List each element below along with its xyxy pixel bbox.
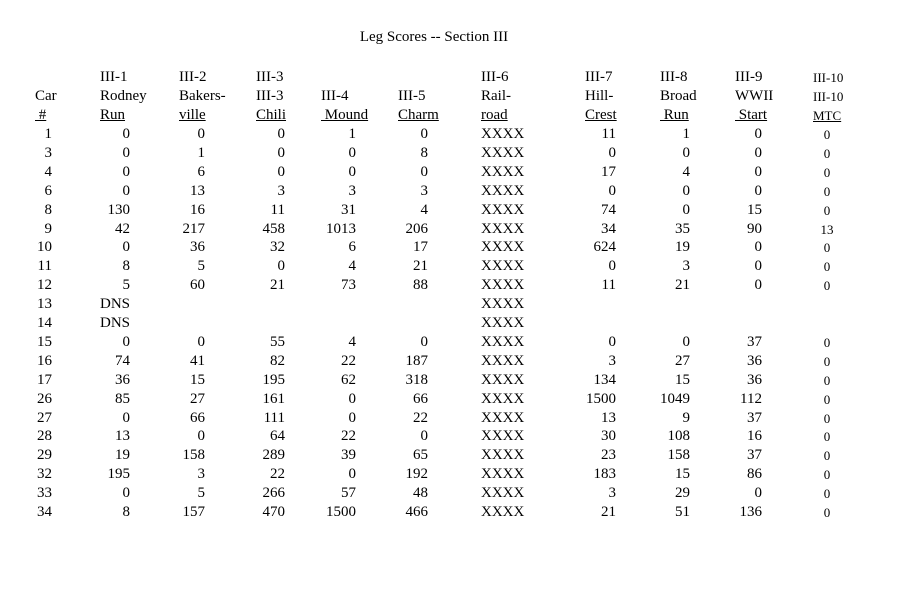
score-cell: 13 [115, 428, 130, 445]
score-cell: XXXX [481, 352, 525, 369]
score-cell: XXXX [481, 333, 525, 350]
score-cell: 0 [122, 163, 130, 180]
score-cell: 0 [348, 390, 356, 407]
header-cell: Run [100, 107, 126, 123]
car-number-cell: 11 [37, 258, 52, 275]
score-cell: 0 [348, 466, 356, 483]
score-cell: 0 [754, 277, 762, 294]
header-cell: Chili [256, 107, 287, 123]
header-cell: III-3 [256, 69, 284, 85]
score-cell: 15 [190, 371, 205, 388]
table-row [0, 503, 900, 522]
score-cell: 0 [348, 409, 356, 426]
score-cell: 0 [754, 258, 762, 275]
score-cell: 0 [823, 183, 831, 199]
car-number-cell: 10 [37, 239, 52, 256]
score-cell: 161 [262, 390, 285, 407]
header-cell: Hill- [585, 88, 614, 104]
score-cell: XXXX [481, 466, 525, 483]
score-cell: 36 [115, 371, 130, 388]
score-cell: 88 [413, 277, 428, 294]
score-cell: 0 [754, 126, 762, 142]
score-cell: 36 [190, 239, 205, 256]
score-cell: 0 [754, 182, 762, 199]
score-cell: DNS [99, 296, 130, 313]
header-cell: MTC [813, 108, 842, 123]
header-cell: Rodney [100, 88, 147, 104]
score-cell: 0 [122, 409, 130, 426]
score-cell: 0 [122, 126, 130, 142]
header-cell: Broad [660, 88, 697, 104]
score-cell: 0 [823, 259, 831, 275]
score-cell: 0 [277, 163, 285, 180]
score-cell: 3 [682, 258, 690, 275]
score-cell: 0 [122, 239, 130, 256]
score-cell: XXXX [481, 258, 525, 275]
table-row [0, 276, 900, 295]
score-cell: 0 [420, 333, 428, 350]
table-row [0, 220, 900, 239]
score-cell: 0 [420, 163, 428, 180]
score-cell: 0 [122, 333, 130, 350]
score-cell: 3 [608, 352, 616, 369]
score-cell: 5 [197, 258, 205, 275]
score-cell: 64 [270, 428, 285, 445]
score-cell: 0 [823, 353, 831, 369]
score-cell: 8 [122, 258, 130, 275]
score-cell: 36 [747, 371, 762, 388]
score-cell: 85 [115, 390, 130, 407]
score-cell: 157 [182, 504, 205, 520]
score-cell: 11 [270, 201, 285, 218]
score-cell: 21 [601, 504, 616, 520]
score-cell: 15 [675, 466, 690, 483]
score-cell: 74 [601, 201, 616, 218]
score-cell: 0 [754, 239, 762, 256]
score-cell: 0 [754, 144, 762, 161]
car-number-cell: 14 [37, 315, 52, 331]
score-cell: 0 [823, 391, 831, 407]
header-cell: # [35, 107, 47, 123]
score-cell: 35 [675, 220, 690, 237]
score-cell: 57 [341, 485, 356, 502]
score-cell: 51 [675, 504, 690, 520]
score-cell: 17 [413, 239, 428, 256]
car-number-cell: 17 [37, 371, 52, 388]
score-cell: 0 [823, 410, 831, 426]
score-cell: 470 [262, 504, 285, 520]
table-row [0, 465, 900, 484]
table-row [0, 125, 900, 144]
header-cell: Car [35, 88, 57, 104]
score-cell: 22 [341, 352, 356, 369]
score-cell: 0 [823, 127, 831, 142]
score-cell: 15 [747, 201, 762, 218]
score-cell: 0 [682, 144, 690, 161]
header-cell: III-9 [735, 69, 763, 85]
score-cell: 0 [823, 429, 831, 445]
score-cell: 13 [820, 221, 834, 237]
score-cell: 0 [823, 334, 831, 350]
car-number-cell: 13 [37, 296, 52, 313]
car-number-cell: 4 [44, 163, 52, 180]
score-cell: 27 [675, 352, 690, 369]
score-cell: 42 [115, 220, 130, 237]
score-cell: 130 [107, 201, 130, 218]
score-cell: 195 [107, 466, 130, 483]
score-cell: 0 [608, 333, 616, 350]
score-cell: 86 [747, 466, 762, 483]
score-cell: 37 [747, 409, 762, 426]
score-cell: 37 [747, 333, 762, 350]
score-cell: 0 [122, 485, 130, 502]
score-cell: 66 [190, 409, 205, 426]
score-cell: 16 [747, 428, 762, 445]
score-cell: XXXX [481, 220, 525, 237]
score-cell: 0 [197, 126, 205, 142]
score-cell: 73 [341, 277, 356, 294]
score-cell: 6 [197, 163, 205, 180]
score-cell: 19 [115, 447, 130, 464]
score-cell: 187 [405, 352, 428, 369]
score-cell: 112 [740, 390, 762, 407]
score-cell: 74 [115, 352, 130, 369]
score-cell: 8 [420, 144, 428, 161]
score-cell: 9 [682, 409, 690, 426]
score-cell: 183 [593, 466, 616, 483]
header-line-3 [0, 106, 900, 125]
table-row [0, 409, 900, 428]
score-cell: 29 [675, 485, 690, 502]
score-cell: 1049 [660, 390, 690, 407]
score-cell: 0 [823, 372, 831, 388]
car-number-cell: 6 [44, 182, 52, 199]
header-cell: III-3 [256, 88, 284, 104]
table-row [0, 352, 900, 371]
score-cell: 8 [122, 504, 130, 520]
score-cell: 82 [270, 352, 285, 369]
score-cell: 1 [197, 144, 205, 161]
car-number-cell: 29 [37, 447, 52, 464]
score-cell: 318 [405, 371, 428, 388]
score-cell: 32 [270, 239, 285, 256]
header-cell: Bakers- [179, 88, 226, 104]
table-row [0, 201, 900, 220]
car-number-cell: 3 [44, 144, 52, 161]
car-number-cell: 33 [37, 485, 52, 502]
score-cell: 0 [348, 144, 356, 161]
table-row [0, 484, 900, 503]
header-cell: III-7 [585, 69, 613, 85]
score-cell: 55 [270, 333, 285, 350]
table-row [0, 144, 900, 163]
header-cell: road [481, 107, 508, 123]
score-cell: 62 [341, 371, 356, 388]
score-cell: 1500 [326, 504, 356, 520]
score-cell: 0 [122, 182, 130, 199]
score-cell: 1 [682, 126, 690, 142]
score-cell: 0 [608, 144, 616, 161]
score-cell: 0 [754, 163, 762, 180]
score-cell: 289 [262, 447, 285, 464]
header-cell: Mound [321, 107, 369, 123]
header-cell: III-6 [481, 69, 509, 85]
score-cell: 5 [197, 485, 205, 502]
header-cell: III-5 [398, 88, 426, 104]
table-row [0, 446, 900, 465]
header-line-1 [0, 68, 900, 87]
score-cell: 0 [682, 201, 690, 218]
header-cell: III-2 [179, 69, 207, 85]
header-cell: Rail- [481, 88, 511, 104]
score-cell: 206 [405, 220, 428, 237]
score-cell: 0 [823, 505, 831, 520]
score-cell: 16 [190, 201, 205, 218]
score-cell: XXXX [481, 428, 525, 445]
score-cell: XXXX [481, 447, 525, 464]
score-cell: 90 [747, 220, 762, 237]
score-cell: 0 [608, 258, 616, 275]
header-cell: III-8 [660, 69, 688, 85]
car-number-cell: 34 [37, 504, 52, 520]
score-cell: 30 [601, 428, 616, 445]
score-cell: 37 [747, 447, 762, 464]
score-cell: 19 [675, 239, 690, 256]
score-cell: XXXX [481, 485, 525, 502]
score-cell: 22 [413, 409, 428, 426]
score-cell: 0 [420, 428, 428, 445]
score-cell: 0 [420, 126, 428, 142]
score-cell: 3 [277, 182, 285, 199]
score-cell: 0 [754, 485, 762, 502]
car-number-cell: 27 [37, 409, 52, 426]
table-row [0, 427, 900, 446]
score-cell: 0 [277, 144, 285, 161]
score-cell: 17 [601, 163, 616, 180]
score-cell: 5 [122, 277, 130, 294]
score-cell: 458 [262, 220, 285, 237]
score-cell: 4 [348, 333, 356, 350]
score-cell: 192 [405, 466, 428, 483]
score-cell: 158 [667, 447, 690, 464]
score-cell: 0 [122, 144, 130, 161]
table-row [0, 371, 900, 390]
score-cell: 66 [413, 390, 428, 407]
header-cell: WWII [735, 88, 774, 104]
score-cell: 3 [420, 182, 428, 199]
score-cell: 0 [823, 202, 831, 218]
score-cell: 136 [739, 504, 762, 520]
header-cell: Crest [585, 107, 617, 123]
score-cell: 3 [348, 182, 356, 199]
table-row [0, 333, 900, 352]
score-cell: XXXX [481, 371, 525, 388]
table-row [0, 163, 900, 182]
score-cell: 108 [667, 428, 690, 445]
score-cell: 60 [190, 277, 205, 294]
score-cell: 13 [601, 409, 616, 426]
score-cell: XXXX [481, 315, 525, 331]
score-cell: DNS [99, 315, 130, 331]
score-cell: 0 [823, 278, 831, 294]
score-cell: 21 [270, 277, 285, 294]
score-cell: XXXX [481, 296, 525, 313]
header-cell: Run [660, 107, 689, 123]
score-cell: 15 [675, 371, 690, 388]
score-cell: 0 [608, 182, 616, 199]
score-cell: 11 [601, 277, 616, 294]
table-row [0, 257, 900, 276]
score-cell: 48 [413, 485, 428, 502]
score-cell: 4 [682, 163, 690, 180]
score-cell: 39 [341, 447, 356, 464]
score-cell: 0 [197, 333, 205, 350]
score-cell: XXXX [481, 182, 525, 199]
score-cell: XXXX [481, 163, 525, 180]
score-cell: 1013 [326, 220, 356, 237]
score-cell: XXXX [481, 201, 525, 218]
header-cell: III-4 [321, 88, 349, 104]
table-row [0, 238, 900, 257]
score-cell: 0 [823, 145, 831, 161]
header-cell: III-10 [813, 89, 844, 104]
score-cell: 1500 [586, 390, 616, 407]
page-title: Leg Scores -- Section III [359, 29, 509, 45]
car-number-cell: 12 [37, 277, 52, 294]
score-cell: 22 [341, 428, 356, 445]
score-cell: 6 [348, 239, 356, 256]
score-cell: XXXX [481, 144, 525, 161]
table-row [0, 390, 900, 409]
car-number-cell: 9 [44, 220, 52, 237]
score-cell: 466 [405, 504, 428, 520]
car-number-cell: 1 [44, 126, 52, 142]
score-cell: XXXX [481, 126, 525, 142]
score-cell: 624 [593, 239, 616, 256]
score-cell: 41 [190, 352, 205, 369]
score-cell: 21 [413, 258, 428, 275]
score-cell: 0 [348, 163, 356, 180]
car-number-cell: 16 [37, 352, 52, 369]
score-cell: 0 [823, 467, 831, 483]
car-number-cell: 28 [37, 428, 52, 445]
header-cell: ville [179, 107, 206, 123]
score-cell: XXXX [481, 390, 525, 407]
score-cell: 0 [823, 448, 831, 464]
score-cell: 217 [182, 220, 205, 237]
score-cell: XXXX [481, 504, 525, 520]
car-number-cell: 15 [37, 333, 52, 350]
score-cell: 21 [675, 277, 690, 294]
car-number-cell: 26 [37, 390, 52, 407]
score-cell: 0 [277, 126, 285, 142]
score-cell: 0 [682, 333, 690, 350]
header-cell: Start [735, 107, 768, 123]
score-cell: 36 [747, 352, 762, 369]
score-cell: 27 [190, 390, 205, 407]
score-cell: XXXX [481, 409, 525, 426]
score-cell: 4 [420, 201, 428, 218]
score-cell: 23 [601, 447, 616, 464]
score-cell: XXXX [481, 277, 525, 294]
table-row [0, 295, 900, 314]
car-number-cell: 8 [44, 201, 52, 218]
score-cell: 34 [601, 220, 616, 237]
score-cell: 158 [182, 447, 205, 464]
score-cell: 3 [197, 466, 205, 483]
score-cell: 13 [190, 182, 205, 199]
score-cell: 195 [262, 371, 285, 388]
score-cell: 0 [277, 258, 285, 275]
score-cell: 4 [348, 258, 356, 275]
score-cell: 0 [823, 240, 831, 256]
score-cell: 11 [601, 126, 616, 142]
score-cell: 1 [348, 126, 356, 142]
score-cell: XXXX [481, 239, 525, 256]
table-row [0, 314, 900, 333]
car-number-cell: 32 [37, 466, 52, 483]
score-cell: 3 [608, 485, 616, 502]
score-cell: 22 [270, 466, 285, 483]
score-cell: 266 [262, 485, 285, 502]
header-cell: III-10 [813, 70, 844, 85]
score-cell: 0 [197, 428, 205, 445]
score-cell: 65 [413, 447, 428, 464]
score-cell: 0 [682, 182, 690, 199]
header-cell: Charm [398, 107, 439, 123]
score-cell: 111 [263, 409, 285, 426]
table-row [0, 182, 900, 201]
header-cell: III-1 [100, 69, 128, 85]
score-cell: 134 [593, 371, 616, 388]
score-cell: 0 [823, 486, 831, 502]
header-line-2 [0, 87, 900, 106]
score-cell: 31 [341, 201, 356, 218]
score-cell: 0 [823, 164, 831, 180]
